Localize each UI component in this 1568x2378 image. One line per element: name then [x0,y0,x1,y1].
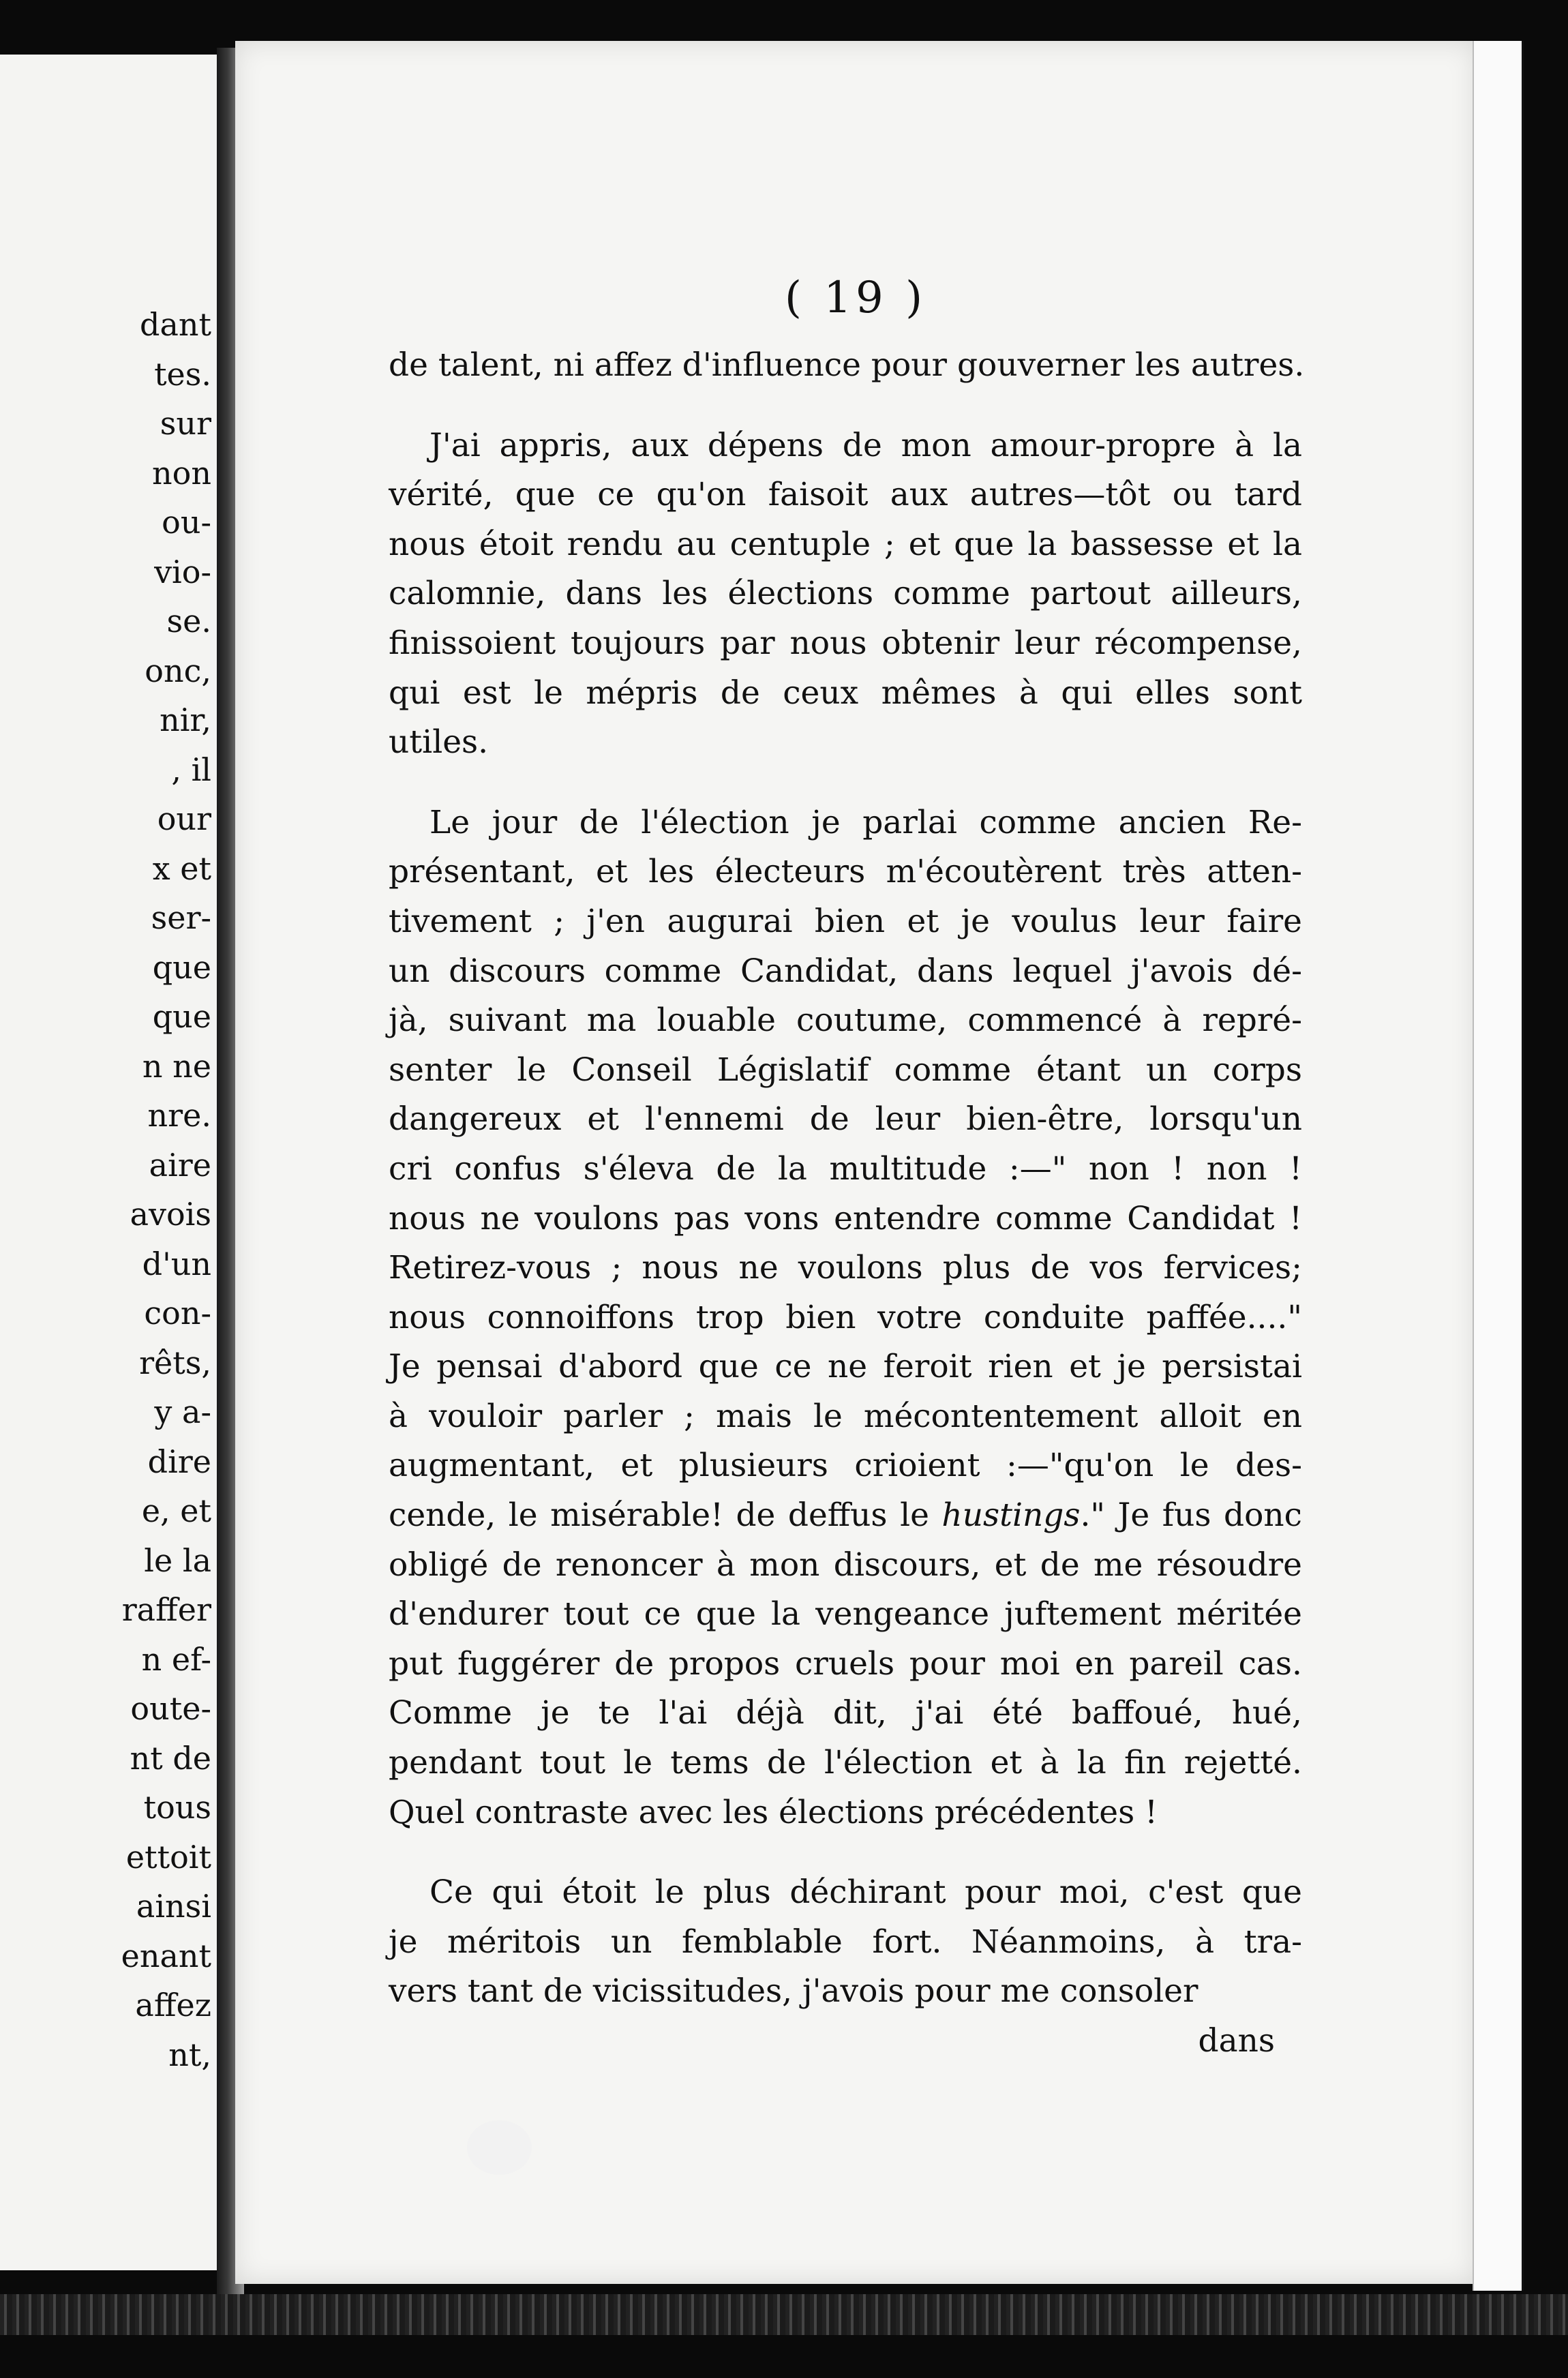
facing-page-fragment: onc, [145,652,211,689]
text-line: utiles. [389,723,489,762]
text-line: d'endurer tout ce que la vengeance juftement méritée [389,1595,1302,1634]
text-line: tivement ; j'en augurai bien et je voulus leur faire [389,902,1302,940]
text-line: nous ne voulons pas vons entendre comme Candidat ! [389,1199,1302,1237]
facing-page-fragment: oute- [130,1690,211,1727]
facing-page-fragment: y a- [154,1394,211,1430]
text-line: J'ai appris, aux dépens de mon amour-propre à la [429,426,1302,464]
text-line: nous connoiffons trop bien votre conduite paffée...." [389,1298,1302,1336]
facing-page-fragment: rêts, [139,1344,211,1381]
binding-strip [0,2294,1568,2335]
facing-page-fragment: le la [144,1541,211,1579]
facing-page-fragment: tes. [154,355,211,393]
text-line: Quel contraste avec les élections précédentes ! [389,1793,1158,1831]
text-line: augmentant, et plusieurs crioient :—"qu'on le des- [389,1447,1302,1485]
facing-page-fragment: non [152,454,211,492]
facing-page-fragment: tous [143,1789,211,1826]
facing-page-line-ends [0,300,211,2079]
facing-page-fragment: ainsi [136,1888,211,1925]
text-line: Le jour de l'élection je parlai comme ancien Re- [429,803,1302,841]
facing-page-fragment: e, et [141,1492,211,1529]
text-line: nous étoit rendu au centuple ; et que la bassesse et la [389,525,1302,563]
facing-page-fragment: , il [171,751,211,788]
facing-page-fragment: nt, [168,2036,211,2073]
facing-page-fragment: nre. [147,1097,211,1134]
facing-page-fragment: x et [152,849,211,887]
facing-page-fragment: dant [140,306,211,343]
paragraph-gap [389,768,1302,798]
facing-page-fragment: se. [166,603,211,639]
text-line: de talent, ni affez d'influence pour gouverner les autres. [389,346,1305,384]
facing-page-fragment: ettoit [125,1838,211,1876]
text-line: Je pensai d'abord que ce ne feroit rien et je persistai [389,1348,1302,1386]
facing-page-fragment: dire [147,1443,211,1480]
page-text [389,341,1305,2066]
facing-page-fragment: avois [130,1196,211,1233]
page-edge [1473,41,1524,2291]
paragraph [389,1868,1302,2017]
facing-page-fragment: que [152,998,211,1035]
facing-page-fragment: our [157,800,211,837]
facing-page-fragment: vio- [154,553,211,590]
text-line: cri confus s'éleva de la multitude :—" non ! non ! [389,1149,1302,1188]
text-line: qui est le mépris de ceux mêmes à qui elles sont [389,674,1302,712]
facing-page-fragment: sur [160,405,211,442]
text-line: cende, le misérable! de deffus le hustings." Je fus donc [389,1496,1302,1535]
catchword: dans [1198,2022,1275,2060]
text-line: jà, suivant ma louable coutume, commencé à repré- [389,1002,1302,1040]
facing-page-left [0,55,219,2270]
text-line: Ce qui étoit le plus déchirant pour moi, c'est que [429,1873,1302,1912]
text-line: put fuggérer de propos cruels pour moi en pareil cas. [389,1644,1302,1683]
facing-page-fragment: enant [121,1937,211,1974]
page-number: ( 19 ) [784,273,927,323]
paragraph [389,341,1305,391]
italic-word: hustings [941,1496,1081,1535]
text-line: Retirez-vous ; nous ne voulons plus de vos fervices; [389,1249,1302,1287]
text-line: senter le Conseil Législatif comme étant un corps [389,1051,1302,1089]
paper-blemish [467,2120,532,2175]
facing-page-fragment: que [152,948,211,986]
book-page [235,41,1476,2284]
facing-page-fragment: n ne [142,1047,211,1085]
text-line: obligé de renoncer à mon discours, et de me résoudre [389,1546,1302,1584]
text-line: vers tant de vicissitudes, j'avois pour me consoler [389,1972,1198,2011]
paragraph-gap [389,1837,1302,1868]
facing-page-fragment: nir, [160,702,211,738]
text-line: dangereux et l'ennemi de leur bien-être, lorsqu'un [389,1100,1302,1139]
text-line: Comme je te l'ai déjà dit, j'ai été baffoué, hué, [389,1694,1302,1732]
facing-page-fragment: nt de [130,1739,211,1777]
text-line: je méritois un femblable fort. Néanmoins, à tra- [389,1923,1302,1961]
paragraph-gap [389,391,1302,421]
facing-page-fragment: raffer [121,1591,211,1628]
text-line: finissoient toujours par nous obtenir leur récompense, [389,624,1302,662]
text-line: calomnie, dans les élections comme partout ailleurs, [389,575,1302,613]
facing-page-fragment: con- [144,1295,211,1331]
text-line: à vouloir parler ; mais le mécontentement alloit en [389,1397,1302,1435]
facing-page-fragment: affez [135,1987,211,2023]
facing-page-fragment: ser- [151,899,211,936]
facing-page-fragment: n ef- [141,1640,211,1678]
text-line: pendant tout le tems de l'élection et à la fin rejetté. [389,1744,1302,1782]
paragraph [389,421,1302,768]
text-line: vérité, que ce qu'on faisoit aux autres—tôt ou tard [389,476,1302,514]
text-line: un discours comme Candidat, dans lequel j'avois dé- [389,952,1302,990]
facing-page-fragment: ou- [162,504,211,541]
facing-page-fragment: d'un [142,1245,211,1282]
facing-page-fragment: aire [149,1146,211,1184]
text-line: présentant, et les électeurs m'écoutèrent très atten- [389,853,1302,891]
paragraph [389,798,1302,1837]
